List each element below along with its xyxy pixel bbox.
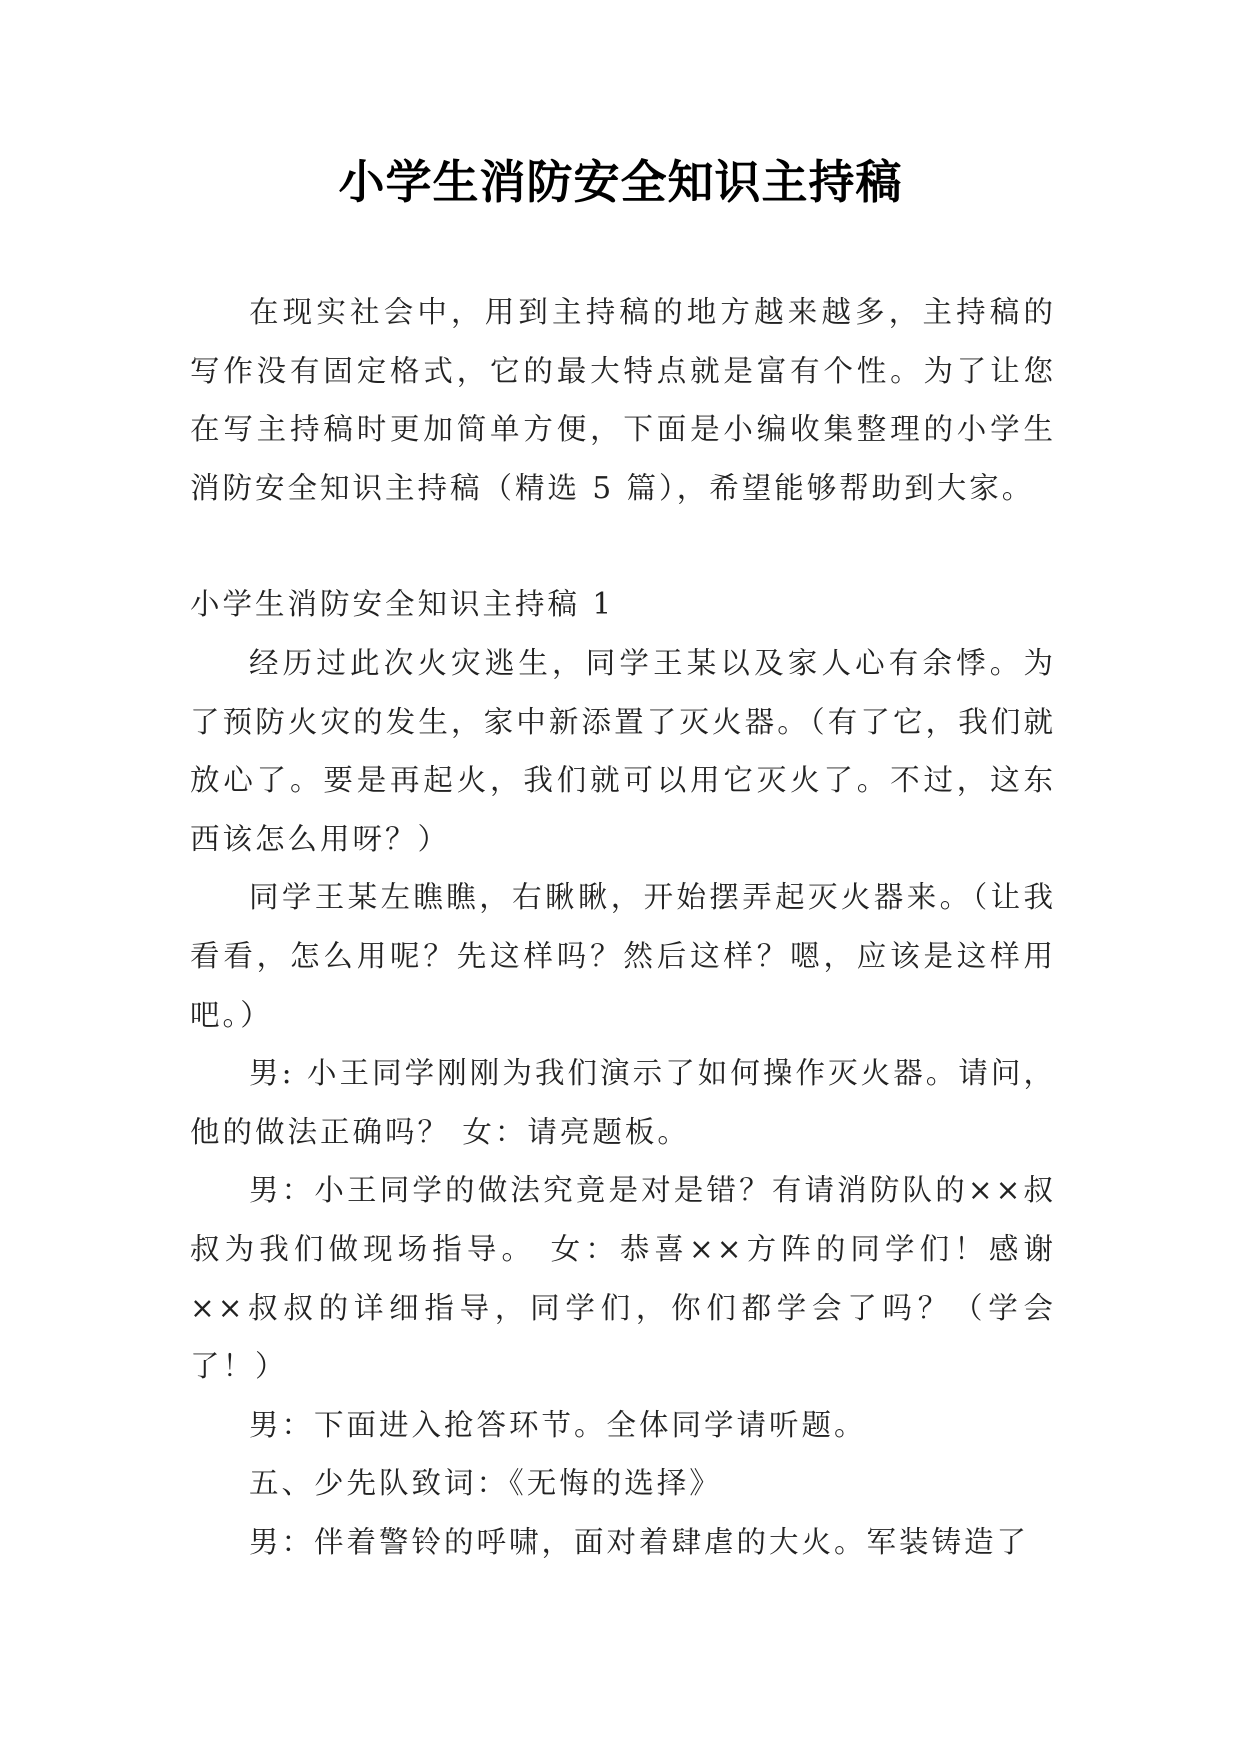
- section-heading: 小学生消防安全知识主持稿 1: [190, 587, 615, 622]
- body-paragraph: 同学王某左瞧瞧，右瞅瞅，开始摆弄起灭火器来。（让我看看，怎么用呢？先这样吗？然后这样？嗯，应该是这样用吧。）: [190, 880, 1056, 1032]
- document-body: [190, 283, 1056, 1571]
- body-paragraph: 经历过此次火灾逃生，同学王某以及家人心有余悸。为了预防火灾的发生，家中新添置了灭火器。（有了它，我们就放心了。要是再起火，我们就可以用它灭火了。不过，这东西该怎么用呀？）: [190, 645, 1056, 856]
- document-title: 小学生消防安全知识主持稿: [338, 155, 903, 209]
- intro-paragraph: 在现实社会中，用到主持稿的地方越来越多，主持稿的写作没有固定格式，它的最大特点就是富有个性。为了让您在写主持稿时更加简单方便，下面是小编收集整理的小学生消防安全知识主持稿（精选 5 篇），希望能够帮助到大家。: [190, 295, 1056, 505]
- body-paragraph: 男：小王同学的做法究竟是对是错？有请消防队的××叔叔为我们做现场指导。 女：恭喜××方阵的同学们！感谢××叔叔的详细指导，同学们，你们都学会了吗？（学会了！）: [190, 1173, 1056, 1384]
- body-paragraph: 男：下面进入抢答环节。全体同学请听题。: [249, 1407, 867, 1442]
- body-paragraph: 男: 小王同学刚刚为我们演示了如何操作灭火器。请问，他的做法正确吗？ 女：请亮题板。: [190, 1056, 1056, 1149]
- body-paragraph: 五、少先队致词：《无悔的选择》: [249, 1466, 722, 1501]
- body-paragraph: 男：伴着警铃的呼啸，面对着肆虐的大火。军装铸造了: [249, 1524, 1030, 1559]
